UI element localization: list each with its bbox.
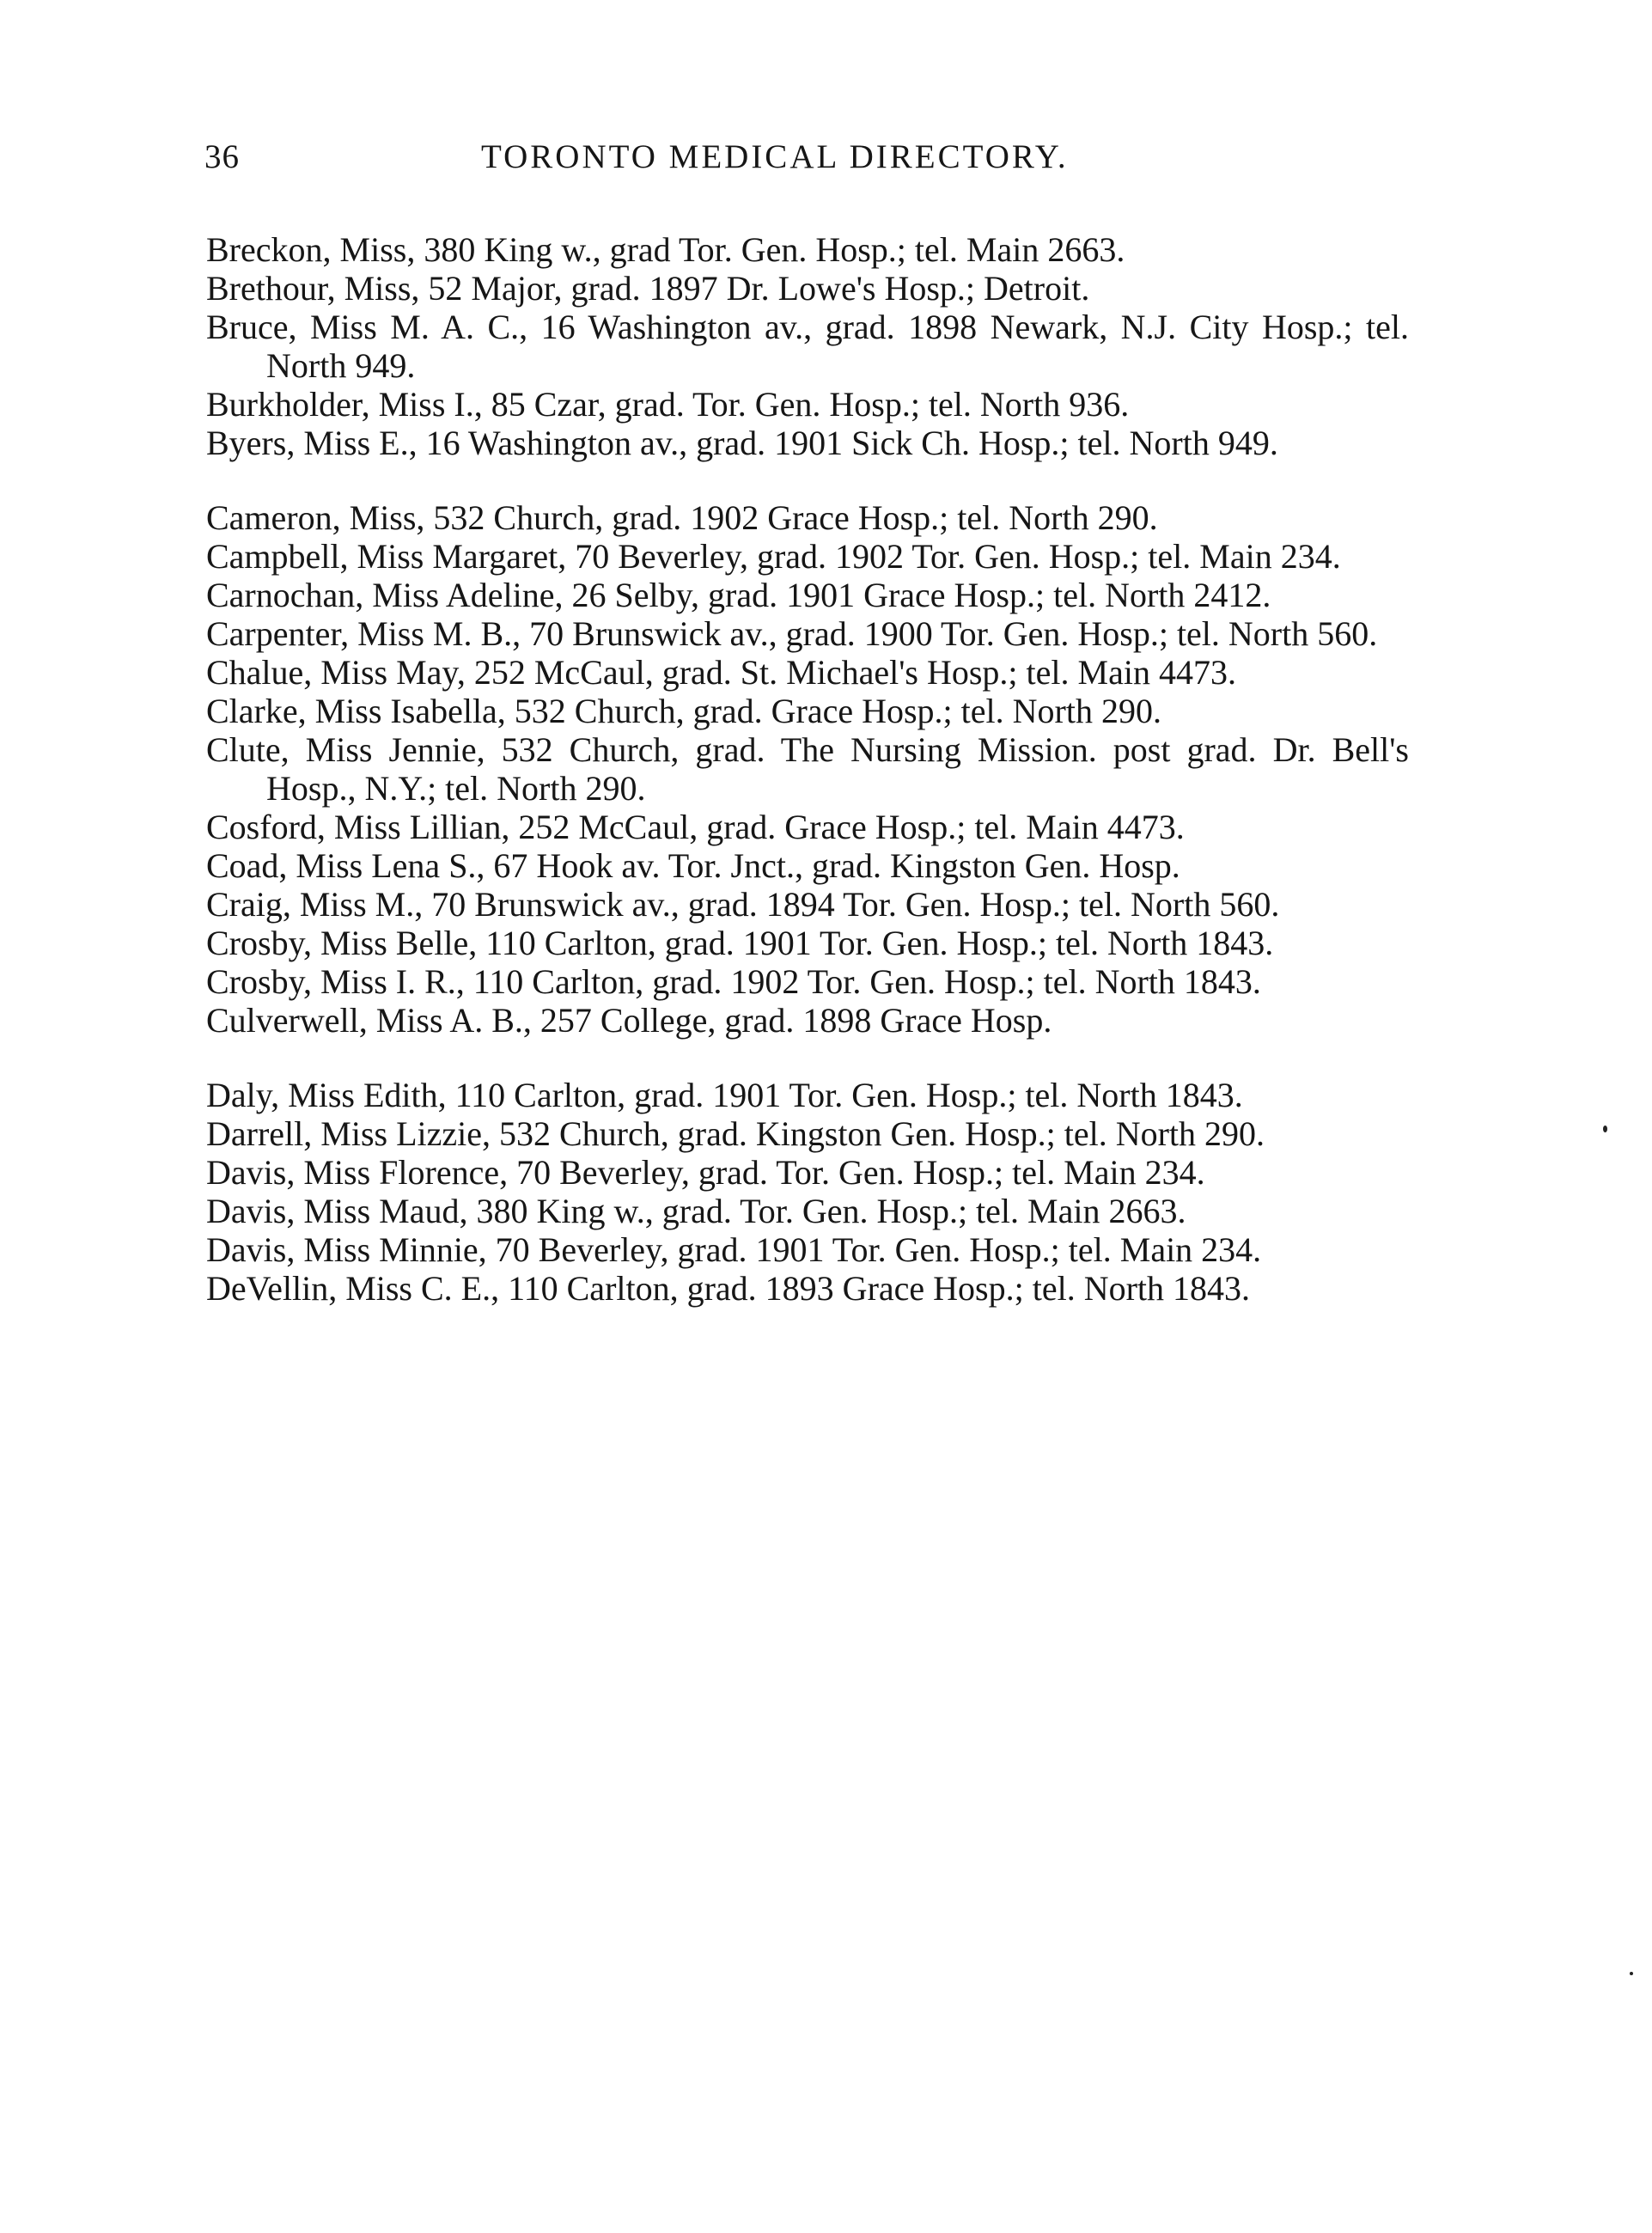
entry-group-b: [206, 230, 1409, 462]
directory-entry: Culverwell, Miss A. B., 257 College, grad. 1898 Grace Hosp.: [206, 1001, 1052, 1040]
directory-entries: [206, 230, 1409, 1308]
directory-entry: Bruce, Miss M. A. C., 16 Washington av., grad. 1898 Newark, N.J. City Hosp.; tel. North 949.: [206, 308, 1409, 385]
entry-group-d: [206, 1076, 1409, 1308]
directory-entry: Campbell, Miss Margaret, 70 Beverley, grad. 1902 Tor. Gen. Hosp.; tel. Main 234.: [206, 537, 1341, 576]
directory-entry: Davis, Miss Minnie, 70 Beverley, grad. 1901 Tor. Gen. Hosp.; tel. Main 234.: [206, 1230, 1262, 1269]
directory-entry: Cosford, Miss Lillian, 252 McCaul, grad. Grace Hosp.; tel. Main 4473.: [206, 808, 1185, 846]
directory-entry: DeVellin, Miss C. E., 110 Carlton, grad. 1893 Grace Hosp.; tel. North 1843.: [206, 1269, 1251, 1308]
directory-entry: Clute, Miss Jennie, 532 Church, grad. The Nursing Mission. post grad. Dr. Bell's Hosp., N.Y.; tel. North 290.: [206, 730, 1409, 808]
directory-entry: Crosby, Miss I. R., 110 Carlton, grad. 1902 Tor. Gen. Hosp.; tel. North 1843.: [206, 962, 1261, 1001]
directory-entry: Davis, Miss Florence, 70 Beverley, grad. Tor. Gen. Hosp.; tel. Main 234.: [206, 1153, 1205, 1192]
ink-speck: [1603, 1126, 1607, 1132]
directory-entry: Cameron, Miss, 532 Church, grad. 1902 Grace Hosp.; tel. North 290.: [206, 498, 1158, 537]
directory-entry: Davis, Miss Maud, 380 King w., grad. Tor. Gen. Hosp.; tel. Main 2663.: [206, 1192, 1186, 1230]
running-head: TORONTO MEDICAL DIRECTORY.: [481, 138, 1069, 175]
group-divider-space: [206, 1040, 1409, 1076]
group-divider-space: [206, 462, 1409, 498]
ink-speck: [1630, 1972, 1633, 1975]
page-number: 36: [204, 138, 240, 175]
directory-entry: Clarke, Miss Isabella, 532 Church, grad. Grace Hosp.; tel. North 290.: [206, 692, 1161, 730]
entry-group-c: [206, 498, 1409, 1040]
directory-entry: Coad, Miss Lena S., 67 Hook av. Tor. Jnct., grad. Kingston Gen. Hosp.: [206, 846, 1180, 885]
directory-entry: Crosby, Miss Belle, 110 Carlton, grad. 1901 Tor. Gen. Hosp.; tel. North 1843.: [206, 924, 1274, 962]
directory-entry: Burkholder, Miss I., 85 Czar, grad. Tor. Gen. Hosp.; tel. North 936.: [206, 385, 1130, 424]
directory-entry: Darrell, Miss Lizzie, 532 Church, grad. Kingston Gen. Hosp.; tel. North 290.: [206, 1114, 1265, 1153]
directory-entry: Brethour, Miss, 52 Major, grad. 1897 Dr. Lowe's Hosp.; Detroit.: [206, 269, 1090, 308]
directory-entry: Carnochan, Miss Adeline, 26 Selby, grad. 1901 Grace Hosp.; tel. North 2412.: [206, 576, 1271, 614]
directory-entry: Byers, Miss E., 16 Washington av., grad. 1901 Sick Ch. Hosp.; tel. North 949.: [206, 424, 1278, 462]
directory-entry: Carpenter, Miss M. B., 70 Brunswick av., grad. 1900 Tor. Gen. Hosp.; tel. North 560.: [206, 614, 1378, 653]
directory-entry: Breckon, Miss, 380 King w., grad Tor. Gen. Hosp.; tel. Main 2663.: [206, 230, 1125, 269]
directory-entry: Daly, Miss Edith, 110 Carlton, grad. 1901 Tor. Gen. Hosp.; tel. North 1843.: [206, 1076, 1243, 1114]
directory-entry: Craig, Miss M., 70 Brunswick av., grad. 1894 Tor. Gen. Hosp.; tel. North 560.: [206, 885, 1280, 924]
directory-entry: Chalue, Miss May, 252 McCaul, grad. St. Michael's Hosp.; tel. Main 4473.: [206, 653, 1236, 692]
